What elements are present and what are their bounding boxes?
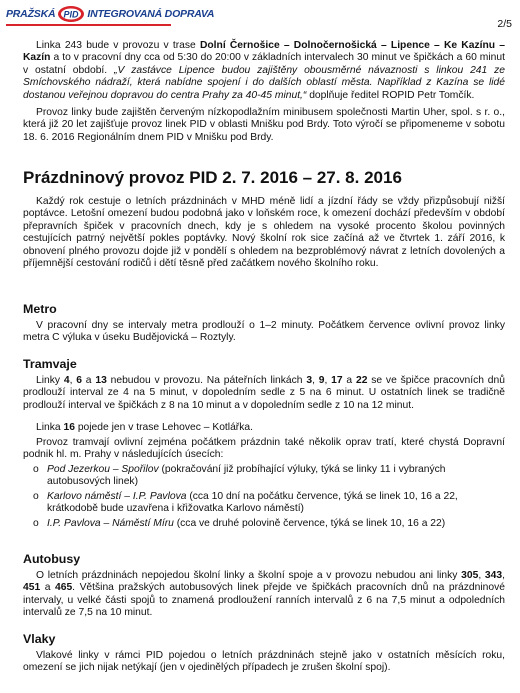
article-title: Prázdninový provoz PID 2. 7. 2016 – 27. 8. 2016 xyxy=(23,168,402,187)
logo-emblem-text: PID xyxy=(63,9,79,20)
bullet-icon: o xyxy=(33,517,39,529)
logo-underline xyxy=(6,24,171,26)
metro-text: V pracovní dny se intervaly metra prodlouží o 1–2 minuty. Počátkem července ovlivní provoz linky metra C výluka v úseku Budějovická – Roztyly. xyxy=(23,320,505,344)
bus-heading: Autobusy xyxy=(23,552,81,566)
pid-logo xyxy=(6,3,214,25)
intro-paragraph-2: Provoz linky bude zajištěn červeným nízkopodlažním minibusem společnosti Martin Uher, spol. s r. o., která již 20 let zajišťuje provoz linek PID v oblasti Mnišku pod Brdy. Toto výročí se připomeneme v sobotu 18. 6. 2016 Regionálním dnem PID v Mnišku pod Brdy. xyxy=(23,107,505,143)
trains-heading: Vlaky xyxy=(23,632,56,646)
article-lead: Každý rok cestuje o letních prázdninách v MHD méně lidí a jízdní řády se vždy přizpůsobují nižší poptávce. Letošní omezení budou podobná jako v loňském roce, k omezení dochází především v období přepravních špiček v pracovních dnech, kdy je s ohledem na vysoké procento školou povinných cestujících patrný největší pokles poptávky. Nový školní rok sice začíná až ve čtvrtek 1. září 2016, k obnovení plného provozu dojde již v pondělí s ohledem na bezproblémový návrat z letních dovolených a příjemnější cestování rodičů i dětí těsně před začátkem nového školního roku. xyxy=(23,196,505,270)
tram-closures-list xyxy=(33,464,505,532)
logo-word-integrovana: INTEGROVANÁ DOPRAVA xyxy=(87,8,215,20)
tram-paragraph-2: Linka 16 pojede jen v trase Lehovec – Kotlářka. xyxy=(36,422,253,433)
metro-heading: Metro xyxy=(23,302,57,316)
logo-word-prazska: PRAŽSKÁ xyxy=(6,8,56,20)
page-number: 2/5 xyxy=(497,18,512,30)
trains-text: Vlakové linky v rámci PID pojedou o letních prázdninách stejně jako v ostatních měsících roku, omezení se jich nijak netýkají (jen v ojedinělých případech je zrušen školní spoj). xyxy=(23,650,505,674)
director-quote: „V zastávce Lipence budou zajištěny obousměrné návaznosti s linkou 241 ze Smíchovského nádraží, která nabídne spojení i do dalších oblastí města. Například z Kazína se lidé dostanou veřejnou dopravou do centra Prahy za 40-45 minut,“ xyxy=(23,64,505,101)
pid-emblem-icon xyxy=(57,5,85,23)
intro-paragraph-1: Linka 243 bude v provozu v trase Dolní Černošice – Dolnočernošická – Lipence – Ke Kazínu – Kazín a to v pracovní dny cca od 5:30 do 20:00 v základních intervalech 30 minut ve špičkách a 60 minut v ostatní období. „V zastávce Lipence budou zajištěny obousměrné návaznosti s linkou 241 ze Smíchovského nádraží, která nabídne spojení i do dalších oblastí města. Například z Kazína se lidé dostanou veřejnou dopravou do centra Prahy za 40-45 minut,“ doplňuje ředitel ROPID Petr Tomčík. xyxy=(23,40,505,101)
list-item: o I.P. Pavlova – Náměstí Míru (cca ve druhé polovině července, týká se linek 10, 16 a 22) xyxy=(33,517,446,529)
route-name: Dolní Černošice – Dolnočernošická – Lipence – Ke Kazínu – Kazín xyxy=(23,40,505,64)
tram-paragraph-3: Provoz tramvají ovlivní zejména počátkem prázdnin také několik oprav tratí, které chystá Dopravní podnik hl. m. Prahy v následujících úsecích: xyxy=(23,437,505,461)
bullet-icon: o xyxy=(33,490,39,502)
bus-text: O letních prázdninách nepojedou školní linky a školní spoje a v provozu nebudou ani linky 305, 343, 451 a 465. Většina pražských autobusových linek přejde ve špičkách pracovních dnů na prázdninové intervaly, u velké části spojů to znamená prodloužení ranních intervalů z 6 na 7,5 minut a odpoledních intervalů ze 7,5 na 10 minut. xyxy=(23,570,505,619)
tram-heading: Tramvaje xyxy=(23,357,77,371)
bullet-icon: o xyxy=(33,464,39,475)
list-item: o Karlovo náměstí – I.P. Pavlova (cca 10 dní na počátku července, týká se linek 10, 16 a 22, krátkodobě bude uzavřena i křižovatka Karlovo náměstí) xyxy=(33,490,458,515)
list-item: o Pod Jezerkou – Spořilov (pokračování již probíhající výluky, týká se linky 11 i vybraných autobusových linek) xyxy=(33,464,446,488)
tram-paragraph-1: Linky 4, 6 a 13 nebudou v provozu. Na páteřních linkách 3, 9, 17 a 22 se ve špičce pracovních dnů prodlouží interval ze 4 na 5 minut, v dopoledním sedle z 5 na 6 minut. U ostatních linek se tradičně prodlouží interval ve špičkách z 8 na 10 minut a v dopoledním sedle z 10 na 12 minut. xyxy=(23,375,505,411)
